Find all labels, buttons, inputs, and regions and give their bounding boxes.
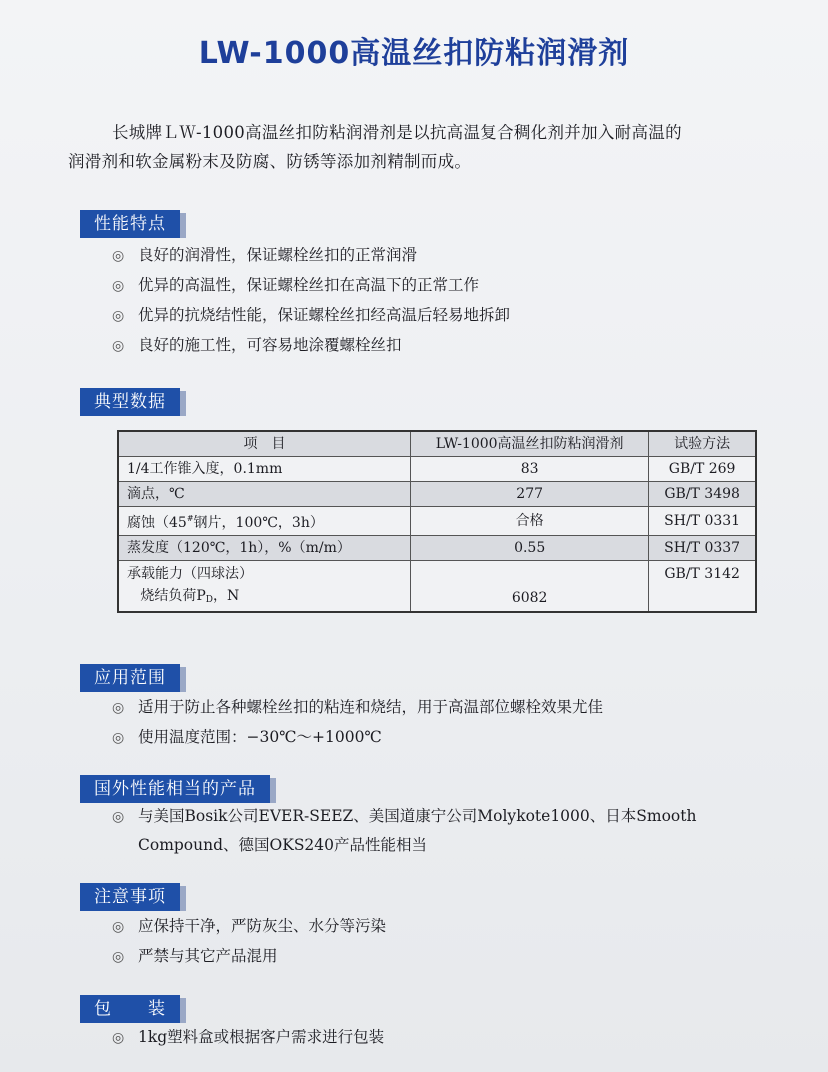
section-heading-foreign-equivalents: 国外性能相当的产品 (80, 775, 270, 803)
table-cell-value: 6082 (411, 561, 649, 613)
section-heading-typical-data: 典型数据 (80, 388, 180, 416)
bullet-icon: ◎ (112, 1030, 125, 1046)
bullet-icon: ◎ (112, 730, 125, 746)
table-row (118, 507, 756, 536)
list-item: ◎ 1kg塑料盒或根据客户需求进行包装 (112, 1022, 384, 1052)
bullet-icon: ◎ (112, 308, 125, 324)
table-cell-value: 277 (411, 482, 649, 507)
list-item: ◎ 优异的高温性，保证螺栓丝扣在高温下的正常工作 (112, 270, 510, 300)
section-heading-performance: 性能特点 (80, 210, 180, 238)
table-header-row (118, 431, 756, 457)
performance-list (112, 240, 510, 360)
packaging-list (112, 1022, 384, 1052)
table-cell-value: 合格 (411, 507, 649, 536)
table-row (118, 457, 756, 482)
table-header-cell: 试验方法 (649, 431, 756, 457)
bullet-icon: ◎ (112, 919, 125, 935)
list-item: ◎ 适用于防止各种螺栓丝扣的粘连和烧结，用于高温部位螺栓效果尤佳 (112, 692, 603, 722)
section-heading-notes: 注意事项 (80, 883, 180, 911)
typical-data-table (117, 430, 757, 613)
intro-paragraph (68, 118, 768, 176)
table-cell-item: 腐蚀（45#钢片，100℃，3h） (118, 507, 411, 536)
table-cell-method: GB/T 269 (649, 457, 756, 482)
foreign-equivalents-list (112, 802, 772, 859)
bullet-icon: ◎ (112, 949, 125, 965)
bullet-icon: ◎ (112, 248, 125, 264)
list-item: ◎ 良好的润滑性，保证螺栓丝扣的正常润滑 (112, 240, 510, 270)
bullet-icon: ◎ (112, 338, 125, 354)
table-cell-item: 滴点，℃ (118, 482, 411, 507)
table-cell-item: 承载能力（四球法） 烧结负荷$P_D$，N (118, 561, 411, 613)
table-cell-item: 1/4工作锥入度，0.1mm (118, 457, 411, 482)
list-item: ◎ 良好的施工性，可容易地涂覆螺栓丝扣 (112, 330, 510, 360)
intro-line-1: 长城牌ＬＷ-1000高温丝扣防粘润滑剂是以抗高温复合稠化剂并加入耐高温的 (112, 123, 682, 142)
list-item: ◎ 应保持干净，严防灰尘、水分等污染 (112, 911, 386, 941)
intro-line-2: 润滑剂和软金属粉末及防腐、防锈等添加剂精制而成。 (68, 152, 472, 171)
table-cell-method: SH/T 0331 (649, 507, 756, 536)
table-cell-method: GB/T 3498 (649, 482, 756, 507)
bullet-icon: ◎ (112, 700, 125, 716)
section-heading-application: 应用范围 (80, 664, 180, 692)
table-cell-method: GB/T 3142 (649, 561, 756, 613)
table-row (118, 536, 756, 561)
document-title: LW-1000高温丝扣防粘润滑剂 (198, 36, 630, 71)
list-item: ◎ 与美国Bosik公司EVER-SEEZ、美国道康宁公司Molykote1000、日本Smooth Compound、德国OKS240产品性能相当 (112, 802, 772, 859)
table-row (118, 482, 756, 507)
table-cell-item: 蒸发度（120℃，1h），%（m/m） (118, 536, 411, 561)
list-item: ◎ 优异的抗烧结性能，保证螺栓丝扣经高温后轻易地拆卸 (112, 300, 510, 330)
table-header-cell: 项 目 (118, 431, 411, 457)
application-list (112, 692, 603, 752)
bullet-icon: ◎ (112, 278, 125, 294)
table-header-cell: LW-1000高温丝扣防粘润滑剂 (411, 431, 649, 457)
table-row (118, 561, 756, 613)
table-cell-method: SH/T 0337 (649, 536, 756, 561)
bullet-icon: ◎ (112, 809, 125, 825)
list-item: ◎ 使用温度范围：−30℃～+1000℃ (112, 722, 603, 752)
table-cell-value: 0.55 (411, 536, 649, 561)
notes-list (112, 911, 386, 971)
list-item: ◎ 严禁与其它产品混用 (112, 941, 386, 971)
table-cell-value: 83 (411, 457, 649, 482)
section-heading-packaging: 包 装 (80, 995, 180, 1023)
